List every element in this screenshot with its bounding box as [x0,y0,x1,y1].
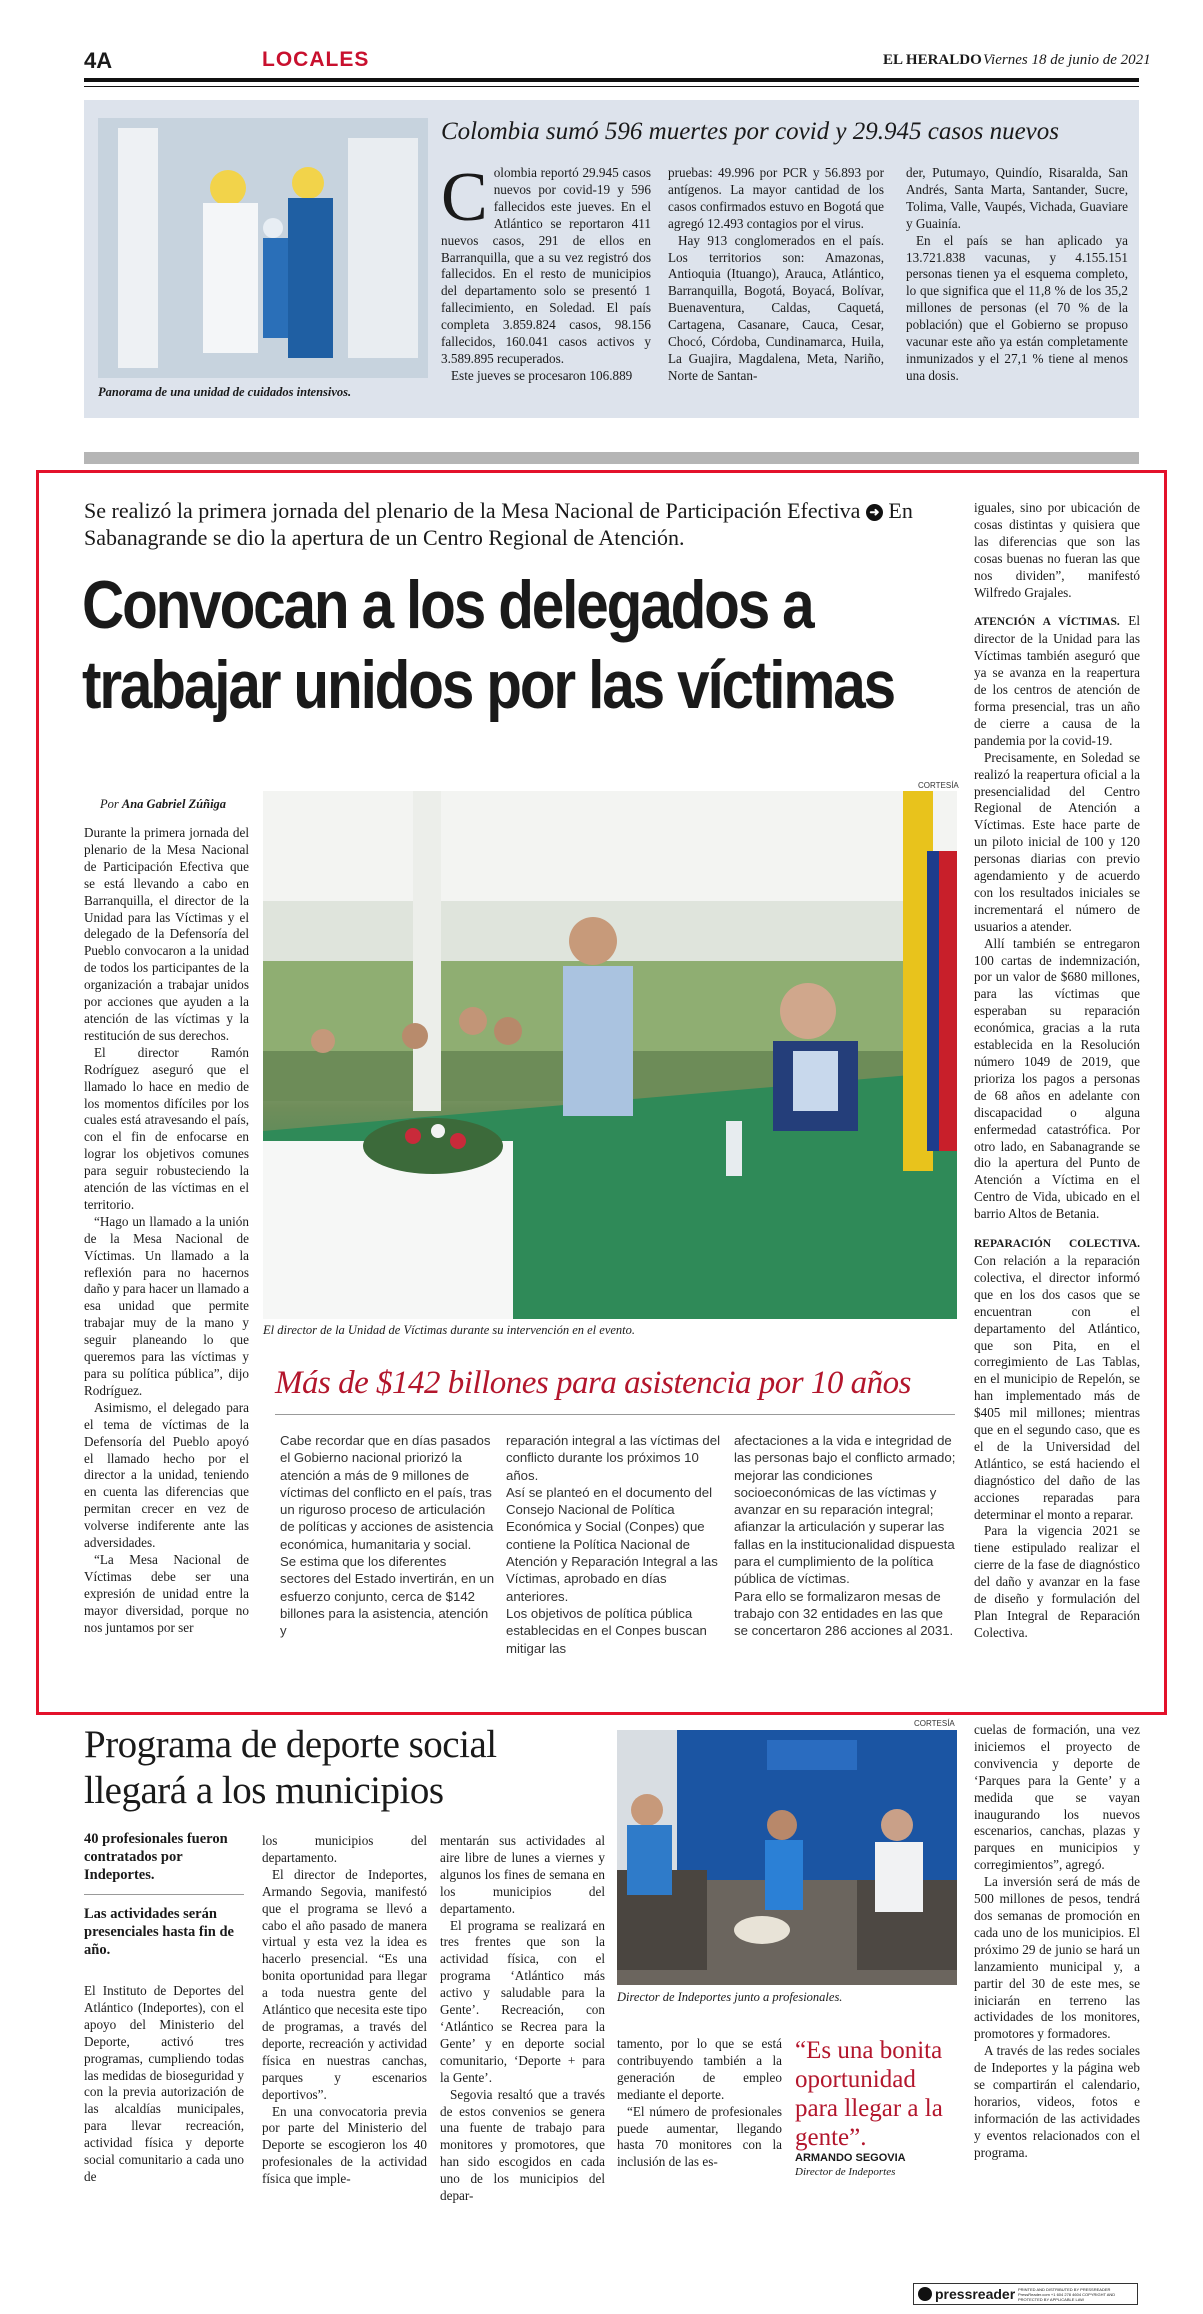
paragraph: Precisamente, en Soledad se realizó la reapertura oficial a la presencialidad del Centro Regional de Atención a Víctimas. Este hace parte de un piloto inicial de 100 y 120 personas diarias con previo agendamiento y de acuerdo con los resultados iniciales se incrementará el número de usuarios a atender. [974,749,1140,934]
main-headline [82,565,894,725]
newspaper-name: EL HERALDO [883,52,982,68]
pressreader-badge [913,2283,1138,2305]
paragraph: Así se planteó en el documento del Consejo Nacional de Política Económica y Social (Conpes) que contiene la Política Nacional de Atención y Reparación Integral a las Víctimas, aprobado en días anteriores. [506,1484,718,1604]
paragraph: afectaciones a la vida e integridad de las personas bajo el conflicto armado; mejorar las condiciones socioeconómicas de las víctimas y avanzar en su reparación integral; afianzar la articulación y superar las fallas en la institucionalidad dispuesta para el cumplimiento de la política pública de víctimas. [734,1433,956,1587]
paragraph: Cabe recordar que en días pasados el Gobierno nacional priorizó la atención a más de 9 millones de víctimas del conflicto en el país, tras un riguroso proceso de articulación de políticas y acciones de asistencia económica, humanitaria y social. [280,1433,494,1552]
covid-text-2b: Hay 913 conglomerados en el país. Los territorios son: Amazonas, Antioquia (Ituango), Arauca, Atlántico, Barranquilla, Bogotá, Boyacá, Bolívar, Buenaventura, Caldas, Caquetá, Cartagena, Casanare, Cauca, Cesar, Chocó, Córdoba, Cundinamarca, Huila, La Guajira, Magdalena, Meta, Nariño, Norte de Santan- [668,232,884,383]
photo-credit: CORTESÍA [914,1719,955,1728]
paragraph: cuelas de formación, una vez iniciemos el proyecto de convivencia y deporte de ‘Parques para la Gente’ y a medida que se vayan inaugurando los nuevos escenarios, canchas, plazas y parques en municipios y corregimientos”, agregó. [974,1722,1140,1873]
paragraph: Se estima que los diferentes sectores del Estado invertirán, en un esfuerzo conjunto, cerca de $142 billones para la asistencia, atención y [280,1554,495,1639]
covid-text-1b: Este jueves se procesaron 106.889 [451,367,633,383]
paragraph: reparación integral a las víctimas del conflicto durante los próximos 10 años. [506,1433,721,1483]
event-photo-caption: El director de la Unidad de Víctimas durante su intervención en el evento. [263,1323,636,1337]
paragraph: El director Ramón Rodríguez aseguró que el llamado lo hace en medio de los momentos difíciles por los cuales está atravesando el país, con el fin de enfocarse en lograr los objetivos comunes para seguir robusteciendo la atención de las víctimas en el territorio. [84,1044,249,1212]
section-name: LOCALES [262,48,370,71]
article-kicker [84,497,974,551]
page-number: 4A [84,48,113,73]
highlight-1: 40 profesionales fueron contratados por Indeportes. [84,1831,228,1883]
paragraph: Los objetivos de política pública establecidas en el Conpes buscan mitigar las [506,1605,707,1656]
drop-cap: C [441,159,488,236]
header-rule [84,78,1139,82]
main-right-column [974,500,1140,1642]
highlight-2: Las actividades serán presenciales hasta fin de año. [84,1906,234,1958]
icu-photo [98,118,428,378]
sidebar-column-3 [734,1432,956,1640]
paragraph: En una convocatoria previa por parte del Ministerio del Deporte se escogieron los 40 profesionales de la actividad física que imple- [262,2103,427,2187]
paragraph: mentarán sus actividades al aire libre de lunes a viernes y algunos los fines de semana en los municipios del departamento. [440,1833,605,1916]
paragraph: Durante la primera jornada del plenario de la Mesa Nacional de Participación Efectiva que se está llevando a cabo en Barranquilla, el director de la Unidad para las Víctimas y el delegado de la Defensoría del Pueblo convocaron a la unidad de todos los participantes de la organización a trabajar unidos por acciones que ayuden a la atención de las víctimas y la restitución de sus derechos. [84,825,249,1043]
byline [100,797,226,812]
byline-author: Ana Gabriel Zúñiga [121,797,227,811]
paragraph: iguales, sino por ubicación de cosas distintas y quisiera que las diferencias que son las cosas buenas no fueran las que nos dividen”, manifestó Wilfredo Grajales. [974,500,1140,600]
paragraph: “Hago un llamado a la unión de la Mesa Nacional de Víctimas. Un llamado a la reflexión para no hacernos daño y para hacer un llamado a esa unidad que permite trabajar muy de la mano y seguir planeando lo que queremos para las víctimas y para su política pública”, dijo Rodríguez. [84,1213,249,1398]
paragraph: Segovia resaltó que a través de estos convenios se genera una fuente de trabajo para monitores y promotores, que han sido escogidos en cada uno de los municipios del depar- [440,2086,605,2204]
icu-photo-caption: Panorama de una unidad de cuidados intensivos. [98,385,352,399]
separator-bar [84,452,1139,464]
issue-date: Viernes 18 de junio de 2021 [983,52,1151,68]
covid-text-1: olombia reportó 29.945 casos nuevos por covid-19 y 596 fallecidos este jueves. En el Atlántico se reportaron 411 nuevos casos, 291 de ellos en Barranquilla, que a su vez registró dos fallecidos. En el resto de municipios del departamento solo se presentó 1 fallecimiento, en Soledad. El país completa 3.859.824 casos, 98.156 fallecidos, 160.041 casos activos y 3.589.895 recuperados. [441,165,651,366]
pressreader-label: pressreader [935,2286,1016,2302]
paragraph: El director de Indeportes, Armando Segovia, manifestó que el programa se llevó a cabo el año pasado de manera virtual y esta vez la idea es hacerlo presencial. “Es una bonita oportunidad para llegar a toda nuestra gente del Atlántico que necesita este tipo de programas, a través del deporte, recreación y actividad física en nuestras canchas, parques y escenarios deportivos”. [262,1866,427,2102]
sport-column-3 [440,1833,605,2205]
sidebar-headline: Más de $142 billones para asistencia por 10 años [275,1365,911,1401]
main-left-column [84,825,249,1637]
sidebar-rule [275,1414,955,1415]
covid-headline: Colombia sumó 596 muertes por covid y 29.945 casos nuevos [441,118,1059,145]
paragraph: Para la vigencia 2021 se tiene estipulado realizar el cierre de la fase de diagnóstico del daño y avanzar en la fase de diseño y formulación del Plan Integral de Reparación Colectiva. [974,1523,1140,1640]
header-rule-thin [84,86,1139,87]
subhead-reparacion: REPARACIÓN COLECTIVA. [974,1238,1140,1251]
covid-column-1 [441,159,651,385]
paragraph: Para ello se formalizaron mesas de trabajo con 32 entidades en las que se concertaron 286 acciones al 2031. [734,1588,954,1639]
covid-text-3b: En el país se han aplicado ya 13.721.838 vacunas, y 4.155.151 personas tienen ya el esquema completo, lo que significa que el 11,8 % de los 35,2 millones de personas (el 70 % de la población) que el Gobierno se propuso vacunar este año ya están completamente inmunizados y el 27,1 % tiene al menos una dosis. [906,232,1128,383]
headline-line-2: trabajar unidos por las víctimas [82,647,894,723]
photo-credit: CORTESÍA [918,781,959,790]
pressreader-icon [918,2287,932,2301]
sport-column-5 [974,1722,1140,2162]
paragraph: Allí también se entregaron 100 cartas de indemnización, por un valor de $680 millones, para las víctimas que esperaban su reparación económica, gracias a la ruta establecida en la Resolución número 1049 de 2019, que prioriza los pagos a personas de 68 años en adelante con discapacidad o alguna enfermedad catastrófica. Por otro lado, en Sabanagrande se dio la apertura del Punto de Atención a Víctima en el Centro de Vida, ubicado en el barrio Altos de Betania. [974,935,1140,1222]
covid-text-3: der, Putumayo, Quindío, Risaralda, San Andrés, Santa Marta, Santander, Sucre, Tolima, Valle, Vaupés, Vichada, Guaviare y Guainía. [906,165,1128,231]
subhead-atencion: ATENCIÓN A VÍCTIMAS. [974,616,1120,629]
indeportes-photo-caption: Director de Indeportes junto a profesionales. [617,1990,843,2004]
paragraph: El programa se realizará en tres frentes que son la actividad física, con el programa ‘Atlántico más activo y saludable para la Gente’. Recreación, con ‘Atlántico se Recrea para la Gente’ y en deporte social comunitario, ‘Deporte + para la Gente’. [440,1917,605,2085]
sport-column-1 [84,1830,244,2186]
headline-line-1: Convocan a los delegados a [82,567,813,643]
paragraph: Con relación a la reparación colectiva, el director informó que en los dos casos que se encuentran con el departamento del Atlántico, que son Pita, en el corregimiento de Las Tablas, en el municipio de Repelón, se han implementado más de $405 mil millones; mientras que en el segundo caso, que es el de la Universidad del Atlántico, se está haciendo el diagnóstico del daño de las acciones reparadas para determinar el monto a reparar. [974,1252,1140,1522]
paragraph: “El número de profesionales puede aumentar, llegando hasta 70 monitores con la inclusión de las es- [617,2103,782,2170]
paragraph: La inversión será de más de 500 millones de pesos, tendrá dos semanas de promoción en cada uno de los municipios. El próximo 29 de junio se hará un lanzamiento municipal y, a partir del 30 de este mes, se iniciarán en terreno las actividades de los monitores, promotores y formadores. [974,1874,1140,2042]
paragraph: los municipios del departamento. [262,1833,427,1865]
sidebar-column-2 [506,1432,721,1657]
paragraph: A través de las redes sociales de Indeportes y la página web se compartirán el calendario, horarios, videos, fotos e información de las actividades y eventos relacionados con el programa. [974,2043,1140,2160]
event-photo [263,791,957,1319]
pressreader-notice: PRINTED AND DISTRIBUTED BY PRESSREADER PressReader.com +1 604 278 4604 COPYRIGHT AND PROTECTED BY APPLICABLE LAW [1018,2287,1116,2302]
covid-column-2 [668,165,884,385]
sport-column-2 [262,1833,427,2188]
pull-quote: “Es una bonita oportunidad para llegar a la gente”. [795,2037,943,2151]
quote-author-role: Director de Indeportes [795,2166,896,2178]
covid-column-3 [906,165,1128,385]
paragraph: “La Mesa Nacional de Víctimas debe ser una expresión de unidad entre la mayor diversidad, porque no nos juntamos por ser [84,1551,249,1635]
paragraph: El director de la Unidad para las Víctimas también aseguró que ya se avanza en la reapertura de los centros de atención de forma presencial, tras un año de cierre a causa de la pandemia por la covid-19. [974,613,1140,748]
sidebar-column-1 [280,1432,495,1640]
highlight-rule [84,1894,244,1895]
indeportes-photo [617,1730,957,1985]
covid-text-2: pruebas: 49.996 por PCR y 56.893 por antígenos. La mayor cantidad de los casos confirmados estuvo en Bogotá que agregó 12.493 contagios por el virus. [668,165,884,231]
byline-prefix: Por [100,797,119,811]
sport-column-4 [617,2036,782,2171]
paragraph: tamento, por lo que se está contribuyendo también a la generación de empleo mediante el deporte. [617,2036,782,2102]
kicker-text-2: En Sabanagrande se dio la apertura de un Centro Regional de Atención. [84,498,913,550]
kicker-text: Se realizó la primera jornada del plenario de la Mesa Nacional de Participación Efectiva [84,498,861,523]
arrow-icon: ➜ [866,504,883,521]
sport-headline: Programa de deporte social llegará a los municipios [84,1723,497,1812]
paragraph: Asimismo, el delegado para el tema de víctimas de la Defensoría del Pueblo apoyó el llamado hecho por el director a la unidad, teniendo en cuenta las diferencias que permitan crecer en vez de volverse indiferente ante las adversidades. [84,1399,249,1551]
paragraph: El Instituto de Deportes del Atlántico (Indeportes), con el apoyo del Ministerio del Deporte, activó tres programas, cumpliendo todas las medidas de bioseguridad y con la previa autorización de las alcaldías municipales, para llevar recreación, actividad física y deporte social comunitario a cada uno de [84,1983,244,2184]
quote-author: ARMANDO SEGOVIA [795,2152,906,2164]
